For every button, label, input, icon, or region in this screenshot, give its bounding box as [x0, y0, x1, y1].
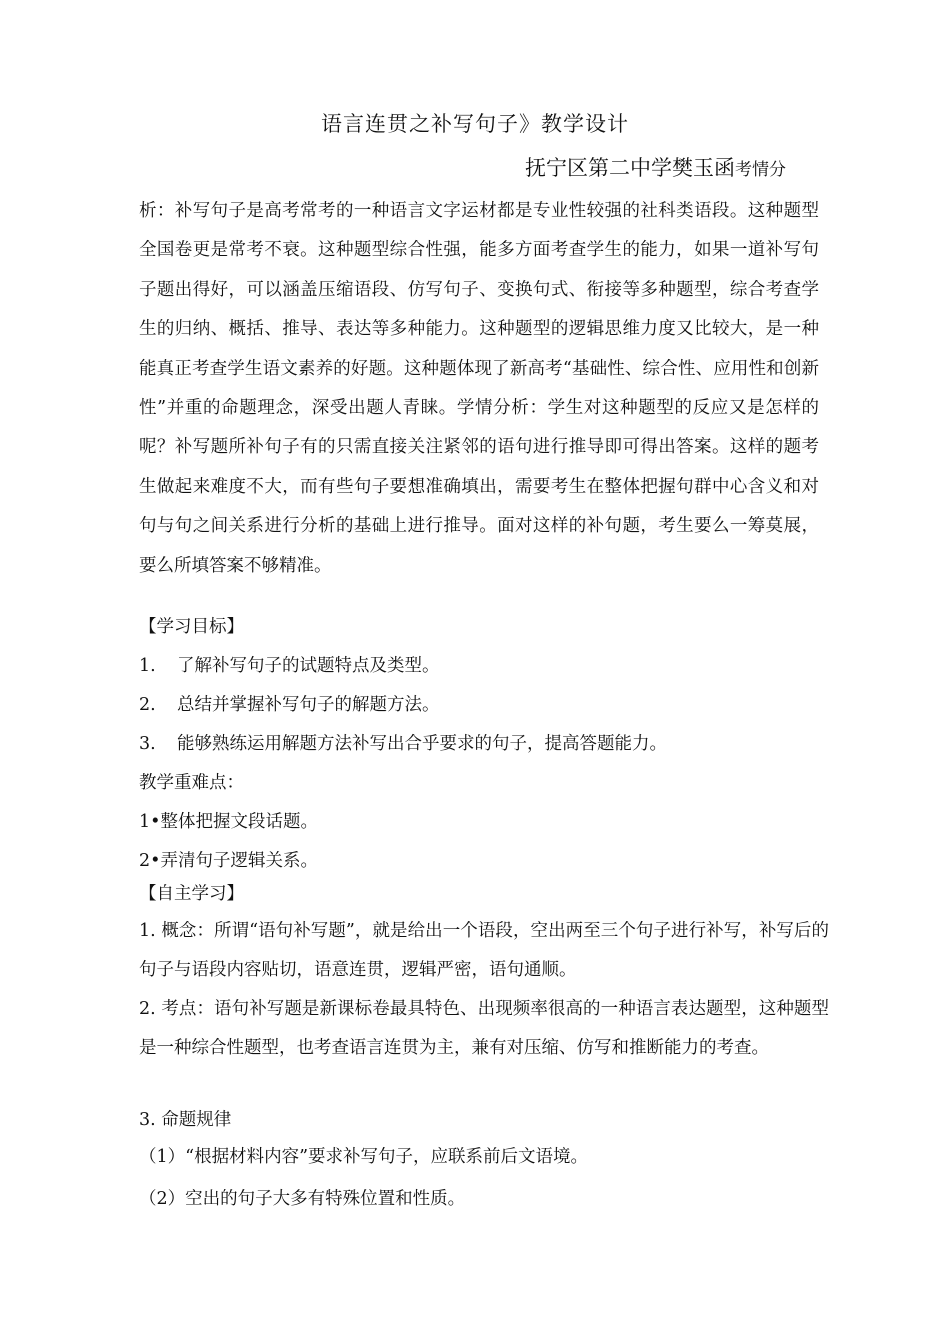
- exam-point-paragraph: 2. 考点：语句补写题是新课标卷最具特色、出现频率很高的一种语言表达题型，这种题型是一种综合性题型，也考查语言连贯为主，兼有对压缩、仿写和推断能力的考查。: [139, 999, 829, 1059]
- intro-block: [139, 192, 819, 586]
- key-points-heading: 教学重难点：: [139, 773, 244, 793]
- rule-item-1: （1）“根据材料内容”要求补写句子，应联系前后文语境。: [139, 1147, 589, 1167]
- intro-paragraph: 析：补写句子是高考常考的一种语言文字运材都是专业性较强的社科类语段。这种题型全国卷更是常考不衰。这种题型综合性强，能多方面考查学生的能力，如果一道补写句子题出得好，可以涵盖压缩语段、仿写句子、变换句式、衔接等多种题型，综合考查学生的归纳、概括、推导、表达等多种能力。这种题型的逻辑思维力度又比较大，是一种能真正考查学生语文素养的好题。这种题体现了新高考“基础性、综合性、应用性和创新性”并重的命题理念，深受出题人青睐。学情分析：学生对这种题型的反应又是怎样的呢？补写题所补句子有的只需直接关注紧邻的语句进行推导即可得出答案。这样的题考生做起来难度不大，而有些句子要想准确填出，需要考生在整体把握句群中心含义和对句与句之间关系进行分析的基础上进行推导。面对这样的补句题，考生要么一筹莫展，要么所填答案不够精准。: [139, 201, 819, 576]
- goal-number: 1.: [139, 656, 156, 676]
- goal-item-1: [139, 652, 440, 677]
- self-study-heading: 【自主学习】: [139, 884, 244, 904]
- rules-heading: 3. 命题规律: [139, 1110, 232, 1130]
- goal-text: 了解补写句子的试题特点及类型。: [177, 656, 440, 676]
- goal-text: 总结并掌握补写句子的解题方法。: [177, 695, 440, 715]
- author-line: [525, 152, 786, 182]
- goal-text: 能够熟练运用解题方法补写出合乎要求的句子，提高答题能力。: [177, 734, 667, 754]
- goal-item-3: [139, 730, 667, 755]
- key-point-1: 1•整体把握文段话题。: [139, 812, 318, 832]
- author-tail-text: 考情分: [735, 160, 786, 180]
- goals-heading: 【学习目标】: [139, 617, 244, 637]
- goal-number: 2.: [139, 695, 156, 715]
- goal-item-2: [139, 691, 440, 716]
- document-title: 语言连贯之补写句子》教学设计: [321, 112, 629, 136]
- concept-paragraph: 1. 概念：所谓“语句补写题”，就是给出一个语段，空出两至三个句子进行补写，补写后的句子与语段内容贴切，语意连贯，逻辑严密，语句通顺。: [139, 921, 829, 981]
- goal-number: 3.: [139, 734, 156, 754]
- author-name: 抚宁区第二中学樊玉函: [525, 156, 735, 180]
- key-point-2: 2•弄清句子逻辑关系。: [139, 851, 318, 871]
- rule-item-2: （2）空出的句子大多有特殊位置和性质。: [139, 1189, 466, 1209]
